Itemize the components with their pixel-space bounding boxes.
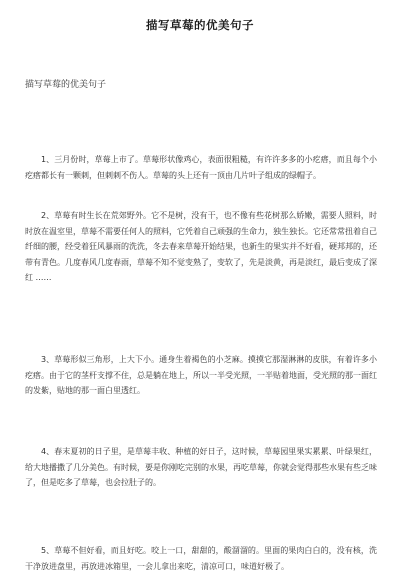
- paragraph-4: 4、春末夏初的日子里，是草莓丰收、种植的好日子，这时候，草莓园里果实累累、叶绿果红，给大地播撒了几分美色。有时候，要是你刚吃完别的水果，再吃草莓，你就会觉得那些水果有些乏味了，但是吃多了草莓，也会拉肚子的。: [25, 447, 377, 487]
- paragraph-2: 2、草莓有时生长在荒郊野外。它不是树，没有干，也不像有些花树那么娇嫩，需要人照料，时时放在温室里，草莓不需要任何人的照料，它凭着自己顽强的生命力，独生独长。它还常常扭着自己纤细的腰，经受着狂风暴雨的洗洗，冬去春来草莓开始结果，也新生的果实并不好看，硬邦邦的，还带有青色。几度春风几度春雨，草莓不知不觉变熟了，变软了，先是淡黄，再是淡红，最后变成了深红 ……: [25, 211, 377, 282]
- paragraph-1: 1、三月份时，草莓上市了。草莓形状像鸡心，表面很粗糙，有许许多多的小疙瘩，而且每个小疙瘩都长有一颗刺，但刺刺不伤人。草莓的头上还有一顶由几片叶子组成的绿帽子。: [25, 155, 377, 180]
- document-subtitle: 描写草莓的优美句子: [25, 80, 107, 90]
- document-title: 描写草莓的优美句子: [146, 18, 254, 32]
- paragraph-3: 3、草莓形似三角形，上大下小。通身生着褐色的小芝麻。摸摸它那湿淋淋的皮肤，有着许多小疙瘩。由于它的茎杆支撑不住，总是躺在地上，所以一半受光照，一半贴着地面，受光照的那一面红的发紫，贴地的那一面白里透红。: [25, 355, 377, 395]
- paragraph-5: 5、草莓不但好看，而且好吃。咬上一口，甜甜的，酸溜溜的。里面的果肉白白的，没有核，洗干净放进盘里，再放进冰箱里，一会儿拿出来吃，清凉可口，味道好极了。: [25, 546, 377, 571]
